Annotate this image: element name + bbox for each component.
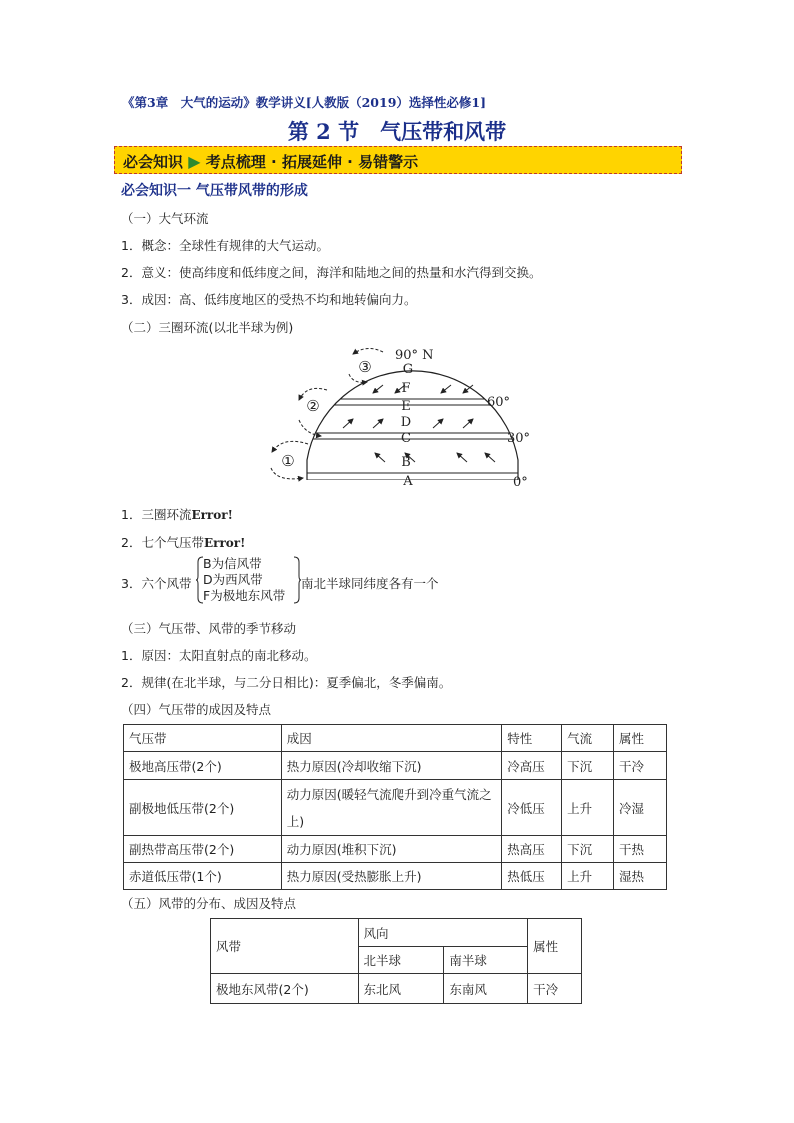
cell-1-arc (272, 441, 308, 452)
cell-3-arc (353, 348, 383, 354)
westerly-arrow (373, 419, 383, 428)
label-lat30: 30° (507, 431, 531, 446)
label-D: D (400, 415, 412, 430)
significance-line: 2．意义：使高纬度和低纬度之间，海洋和陆地之间的热量和水汽得到交换。 (121, 265, 542, 280)
westerly-arrow (343, 419, 353, 428)
wind-belt-item: B为信风带 (203, 556, 262, 571)
heading-wind-belts: （五）风带的分布、成因及特点 (121, 896, 297, 911)
label-E: E (401, 399, 411, 414)
header-cell: 北半球 (358, 947, 444, 974)
table-cell: 冷湿 (614, 780, 667, 836)
banner-topics: 考点梳理 · 拓展延伸 · 易错警示 (205, 153, 419, 171)
wind-belt-table (210, 918, 582, 1004)
table-cell: 赤道低压带(1个) (124, 863, 282, 890)
westerly-arrow (463, 419, 473, 428)
header-cell: 风向 (358, 919, 528, 947)
header-cell: 属性 (614, 725, 667, 752)
header-cell: 属性 (528, 919, 582, 974)
error-text: Error! (203, 536, 246, 550)
three-cell-diagram (255, 340, 545, 492)
three-cell-line (121, 505, 233, 523)
table-cell: 冷低压 (502, 780, 562, 836)
cause-line: 3．成因：高、低纬度地区的受热不均和地转偏向力。 (121, 292, 417, 307)
table-cell: 湿热 (614, 863, 667, 890)
table-cell: 极地高压带(2个) (124, 752, 282, 780)
wind-belt-note: 南北半球同纬度各有一个 (301, 576, 439, 591)
table-cell: 上升 (562, 863, 614, 890)
table-cell: 干热 (614, 836, 667, 863)
header-cell: 风带 (211, 919, 359, 974)
heading-pressure-belts: （四）气压带的成因及特点 (121, 702, 272, 717)
cell-2-label: ② (306, 397, 320, 415)
table-cell: 东南风 (444, 974, 528, 1004)
table-cell: 热力原因(冷却收缩下沉) (281, 752, 502, 780)
table-cell: 副极地低压带(2个) (124, 780, 282, 836)
cell-1-label: ① (281, 452, 295, 470)
header-cell: 成因 (281, 725, 502, 752)
section-title: 必会知识一 气压带风带的形成 (121, 183, 308, 199)
header-cell: 特性 (502, 725, 562, 752)
table-header-row (211, 919, 582, 947)
table-row (124, 752, 667, 780)
header-cell: 气压带 (124, 725, 282, 752)
polar-easterly-arrow (373, 385, 383, 393)
table-header-row (124, 725, 667, 752)
table-cell: 冷高压 (502, 752, 562, 780)
table-cell: 副热带高压带(2个) (124, 836, 282, 863)
shift-rule-line: 2．规律(在北半球，与二分日相比)：夏季偏北，冬季偏南。 (121, 675, 452, 690)
heading-seasonal-shift: （三）气压带、风带的季节移动 (121, 621, 297, 636)
error-text: Error! (191, 508, 233, 522)
table-cell: 下沉 (562, 752, 614, 780)
banner-main-label: 必会知识 (123, 153, 184, 171)
three-cell-text: 1．三圈环流 (121, 507, 192, 522)
pressure-belts-line (121, 533, 245, 551)
table-row (124, 836, 667, 863)
right-brace-icon (293, 556, 301, 604)
polar-easterly-arrow (441, 385, 451, 393)
page-title: 第 2 节 气压带和风带 (287, 119, 507, 144)
cell-3-label: ③ (358, 358, 372, 376)
document-header: 《第3章 大气的运动》教学讲义[人教版（2019）选择性必修1] (122, 95, 487, 110)
label-F: F (401, 381, 411, 396)
wind-belt-item: D为西风带 (203, 572, 263, 587)
shift-cause-line: 1．原因：太阳直射点的南北移动。 (121, 648, 317, 663)
table-cell: 极地东风带(2个) (211, 974, 359, 1004)
header-cell: 气流 (562, 725, 614, 752)
wind-belts-prefix: 3．六个风带 (121, 576, 192, 591)
label-C: C (401, 431, 411, 446)
table-cell: 下沉 (562, 836, 614, 863)
trade-wind-arrow (485, 453, 495, 462)
table-cell: 干冷 (614, 752, 667, 780)
label-pole: 90° N (395, 348, 434, 363)
table-cell: 干冷 (528, 974, 582, 1004)
trade-wind-arrow (375, 453, 385, 462)
table-cell: 动力原因(堆积下沉) (281, 836, 502, 863)
table-row (124, 780, 667, 836)
heading-three-cell: （二）三圈环流(以北半球为例) (121, 320, 294, 335)
label-A: A (403, 474, 413, 489)
table-cell: 热低压 (502, 863, 562, 890)
concept-line: 1．概念：全球性有规律的大气运动。 (121, 238, 329, 253)
arrow-right-icon: ▶ (188, 152, 201, 171)
pressure-belt-table (123, 724, 667, 890)
wind-belt-list (203, 556, 285, 604)
table-row (124, 863, 667, 890)
table-cell: 动力原因(暖轻气流爬升到冷重气流之上) (281, 780, 502, 836)
label-lat0: 0° (513, 475, 528, 490)
label-lat60: 60° (487, 395, 511, 410)
table-cell: 热力原因(受热膨胀上升) (281, 863, 502, 890)
label-B: B (401, 455, 411, 470)
table-cell: 热高压 (502, 836, 562, 863)
westerly-arrow (433, 419, 443, 428)
trade-wind-arrow (457, 453, 467, 462)
wind-belt-item: F为极地东风带 (203, 588, 286, 603)
table-row (211, 974, 582, 1004)
header-cell: 南半球 (444, 947, 528, 974)
section-banner (114, 146, 682, 174)
table-cell: 东北风 (358, 974, 444, 1004)
pressure-belts-text: 2．七个气压带 (121, 535, 204, 550)
label-G: G (402, 362, 414, 377)
hemisphere-outline (307, 371, 518, 480)
heading-atmospheric-circulation: （一）大气环流 (121, 211, 209, 226)
table-cell: 上升 (562, 780, 614, 836)
